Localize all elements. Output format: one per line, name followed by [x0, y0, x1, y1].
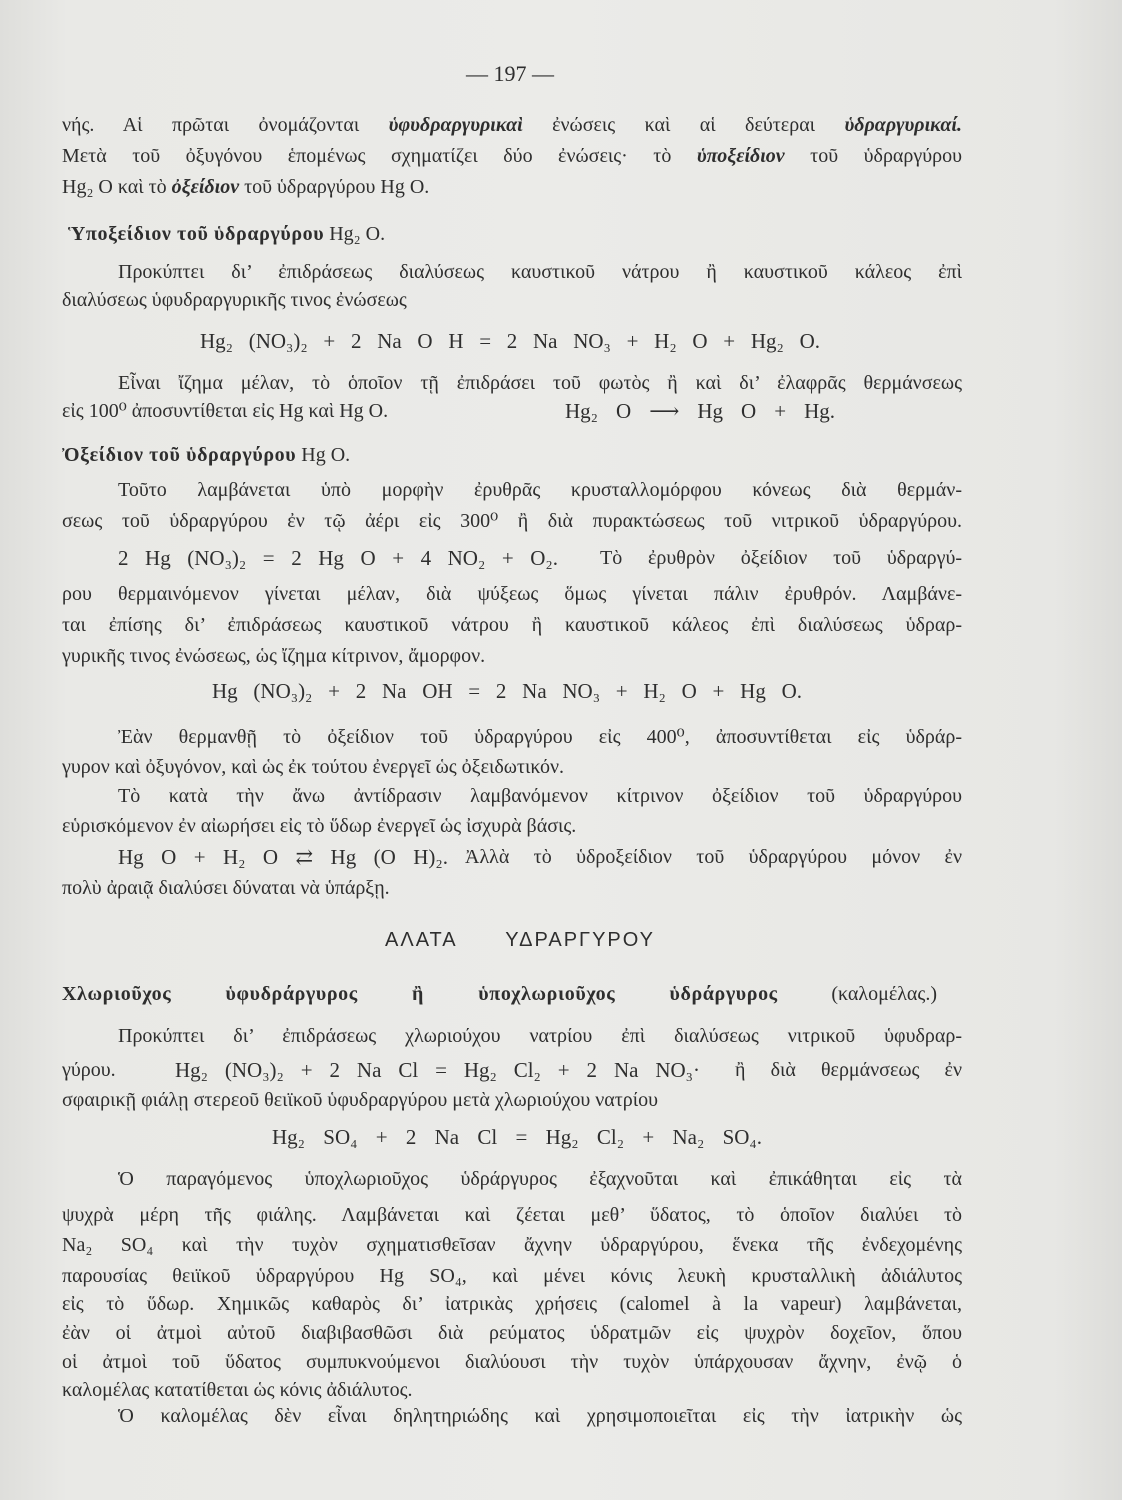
- equation-text: Hg O + H₂ O ⇄ Hg (O H)₂.: [118, 845, 448, 869]
- text-line: [62, 142, 962, 170]
- chemical-equation: [118, 544, 558, 572]
- emphasized-term: ὀξείδιον: [171, 176, 240, 198]
- chemical-equation: [565, 397, 835, 425]
- text-segment: Εἶναι ἴζημα μέλαν, τὸ ὁποῖον τῇ ἐπιδράσει τοῦ φωτὸς ἢ καὶ δι’ ἐλαφρᾶς θερμάνσεως: [118, 372, 962, 394]
- text-segment: Προκύπτει δι’ ἐπιδράσεως χλωριούχου νατρίου ἐπὶ διαλύσεως νιτρικοῦ ὑφυδραρ-: [118, 1025, 962, 1047]
- text-segment: Ὁ παραγόμενος ὑποχλωριοῦχος ὑδράργυρος ἐξαχνοῦται καὶ ἐπικάθηται εἰς τὰ: [118, 1168, 962, 1190]
- text-line: [62, 1262, 962, 1290]
- text-segment: Na₂ SO₄ καὶ τὴν τυχὸν σχηματισθεῖσαν ἄχνην ὑδραργύρου, ἕνεκα τῆς ἐνδεχομένης: [62, 1234, 962, 1256]
- text-segment: τοῦ ὑδραργύρου: [784, 145, 962, 167]
- chemical-equation: [200, 327, 820, 355]
- equation-text: Hg (NO₃)₂ + 2 Na OH = 2 Na NO₃ + H₂ O + Hg O.: [212, 679, 802, 703]
- chemical-equation: [212, 677, 802, 705]
- equation-text: Hg₂ SO₄ + 2 Na Cl = Hg₂ Cl₂ + Na₂ SO₄.: [272, 1125, 762, 1149]
- text-segment: παρουσίας θειϊκοῦ ὑδραργύρου Hg SO₄, καὶ μένει κόνις λευκὴ κρυσταλλικὴ ἀδιάλυτος: [62, 1265, 962, 1287]
- text-segment: Μετὰ τοῦ ὀξυγόνου ἑπομένως σχηματίζει δύο ἐνώσεις· τὸ: [62, 145, 697, 167]
- text-line: [62, 1290, 962, 1318]
- subsection-heading: [62, 980, 937, 1008]
- heading-formula: Hg O.: [296, 444, 351, 466]
- text-segment: ἐὰν οἱ ἀτμοὶ αὐτοῦ διαβιβασθῶσι διὰ ρεύματος ὑδρατμῶν εἰς ψυχρὸν δοχεῖον, ὅπου: [62, 1322, 962, 1344]
- text-line: [118, 782, 962, 810]
- text-segment: εὑρισκόμενον ἐν αἰωρήσει εἰς τὸ ὕδωρ ἐνεργεῖ ὡς ἰσχυρὰ βάσις.: [62, 815, 577, 837]
- text-segment: Τοῦτο λαμβάνεται ὑπὸ μορφὴν ἐρυθρᾶς κρυσταλλομόρφου κόνεως διὰ θερμάν-: [118, 479, 962, 501]
- heading-formula: Hg₂ O.: [324, 223, 386, 245]
- heading-note: (καλομέλας.): [777, 983, 937, 1005]
- text-line: [62, 611, 962, 639]
- text-line: [62, 1056, 162, 1084]
- text-line: [118, 476, 962, 504]
- heading-text: Ὑποξείδιον τοῦ ὑδραργύρου: [68, 223, 325, 245]
- text-segment: γυρον καὶ ὀξυγόνον, καὶ ὡς ἐκ τούτου ἐνεργεῖ ὡς ὀξειδωτικόν.: [62, 756, 565, 778]
- text-segment: ἐνώσεις καὶ αἱ δεύτεραι: [522, 114, 845, 136]
- heading-text: Ὀξείδιον τοῦ ὑδραργύρου: [62, 444, 297, 466]
- text-segment: ται ἐπίσης δι’ ἐπιδράσεως καυστικοῦ νάτρου ἢ καυστικοῦ κάλεος ἐπὶ διαλύσεως ὑδραρ-: [62, 614, 962, 636]
- text-segment: Τὸ κατὰ τὴν ἄνω ἀντίδρασιν λαμβανόμενον κίτρινον ὀξείδιον τοῦ ὑδραργύρου: [118, 785, 962, 807]
- subsection-heading: [62, 441, 962, 469]
- emphasized-term: ὑφυδραργυρικαὶ: [388, 114, 523, 136]
- text-line: [118, 723, 962, 751]
- text-segment: εἰς τὸ ὕδωρ. Χημικῶς καθαρὸς δι’ ἰατρικὰς χρήσεις (calomel à la vapeur) λαμβάνεται,: [62, 1293, 962, 1315]
- emphasized-term: ὑποξείδιον: [696, 145, 785, 167]
- text-line: [118, 369, 962, 397]
- text-line: [62, 1231, 962, 1259]
- text-line: [600, 544, 962, 572]
- text-line: [62, 874, 962, 902]
- equation-text: 2 Hg (NO₃)₂ = 2 Hg O + 4 NO₂ + O₂.: [118, 546, 558, 570]
- equation-text: Hg₂ (NO₃)₂ + 2 Na Cl = Hg₂ Cl₂ + 2 Na NO₃·: [175, 1058, 700, 1082]
- text-segment: ρου θερμαινόμενον γίνεται μέλαν, διὰ ψύξεως ὅμως γίνεται πάλιν ἐρυθρόν. Λαμβάνε-: [62, 583, 962, 605]
- text-line: [62, 753, 962, 781]
- text-line: [118, 1165, 962, 1193]
- text-segment: Προκύπτει δι’ ἐπιδράσεως διαλύσεως καυστικοῦ νάτρου ἢ καυστικοῦ κάλεος ἐπὶ: [118, 261, 962, 283]
- text-line: [465, 843, 962, 871]
- text-segment: Ἀλλὰ τὸ ὑδροξείδιον τοῦ ὑδραργύρου μόνον ἐν: [465, 846, 962, 868]
- text-line: [62, 642, 962, 670]
- subsection-heading: [68, 220, 968, 248]
- text-line: [62, 812, 962, 840]
- text-line: [62, 173, 962, 201]
- text-line: [62, 286, 962, 314]
- text-line: [735, 1056, 962, 1084]
- text-line: [62, 580, 962, 608]
- text-line: [62, 1348, 962, 1376]
- text-segment: ἢ διὰ θερμάνσεως ἐν: [735, 1059, 962, 1081]
- text-segment: τοῦ ὑδραργύρου Hg O.: [239, 176, 430, 198]
- chemical-equation: [272, 1123, 762, 1151]
- text-line: [62, 1319, 962, 1347]
- section-title: ΑΛΑΤΑ ΥΔΡΑΡΓΥΡΟΥ: [385, 929, 655, 951]
- heading-text: Χλωριοῦχος ὑφυδράργυρος ἢ ὑποχλωριοῦχος ὑδράργυρος: [62, 983, 778, 1005]
- chemical-equation: [118, 843, 448, 871]
- text-line: [62, 397, 522, 425]
- emphasized-term: ὑδραργυρικαί.: [844, 114, 962, 136]
- text-segment: σεως τοῦ ὑδραργύρου ἐν τῷ ἀέρι εἰς 300⁰ ἢ διὰ πυρακτώσεως τοῦ νιτρικοῦ ὑδραργύρου.: [62, 510, 962, 532]
- text-line: [118, 258, 962, 286]
- text-segment: καλομέλας κατατίθεται ὡς κόνις ἀδιάλυτος.: [62, 1379, 413, 1401]
- text-segment: διαλύσεως ὑφυδραργυρικῆς τινος ἐνώσεως: [62, 289, 407, 311]
- text-line: [62, 1201, 962, 1229]
- text-segment: εἰς 100⁰ ἀποσυντίθεται εἰς Hg καὶ Hg O.: [62, 400, 389, 422]
- equation-text: Hg₂ (NO₃)₂ + 2 Na O H = 2 Na NO₃ + H₂ O + Hg₂ O.: [200, 329, 820, 353]
- text-segment: γύρου.: [62, 1059, 116, 1081]
- text-segment: ψυχρὰ μέρη τῆς φιάλης. Λαμβάνεται καὶ ζέεται μεθ’ ὕδατος, τὸ ὁποῖον διαλύει τὸ: [62, 1204, 962, 1226]
- text-segment: Ὁ καλομέλας δὲν εἶναι δηλητηριώδης καὶ χρησιμοποιεῖται εἰς τὴν ἰατρικὴν ὡς: [118, 1405, 962, 1427]
- text-segment: οἱ ἀτμοὶ τοῦ ὕδατος συμπυκνούμενοι διαλύουσι τὴν τυχὸν ὑπάρχουσαν ἄχνην, ἐνῷ ὁ: [62, 1351, 962, 1373]
- text-line: [118, 1402, 962, 1430]
- text-line: [62, 1376, 962, 1404]
- text-segment: γυρικῆς τινος ἐνώσεως, ὡς ἴζημα κίτρινον, ἄμορφον.: [62, 645, 486, 667]
- text-line: [118, 1022, 962, 1050]
- chemical-equation: [175, 1056, 700, 1084]
- text-line: [62, 507, 962, 535]
- text-segment: Τὸ ἐρυθρὸν ὀξείδιον τοῦ ὑδραργύ-: [600, 547, 962, 569]
- page-number: — 197 —: [466, 61, 554, 86]
- text-line: [62, 1086, 962, 1114]
- equation-text: Hg₂ O ⟶ Hg O + Hg.: [565, 399, 835, 423]
- text-segment: Ἐὰν θερμανθῇ τὸ ὀξείδιον τοῦ ὑδραργύρου εἰς 400⁰, ἀποσυντίθεται εἰς ὑδράρ-: [118, 726, 962, 748]
- text-segment: πολὺ ἀραιᾷ διαλύσει δύναται νὰ ὑπάρξῃ.: [62, 877, 390, 899]
- text-segment: Hg₂ O καὶ τὸ: [62, 176, 172, 198]
- text-segment: σφαιρικῇ φιάλῃ στερεοῦ θειϊκοῦ ὑφυδραργύρου μετὰ χλωριούχου νατρίου: [62, 1089, 659, 1111]
- text-line: [62, 111, 962, 139]
- text-segment: νής. Αἱ πρῶται ὀνομάζονται: [62, 114, 389, 136]
